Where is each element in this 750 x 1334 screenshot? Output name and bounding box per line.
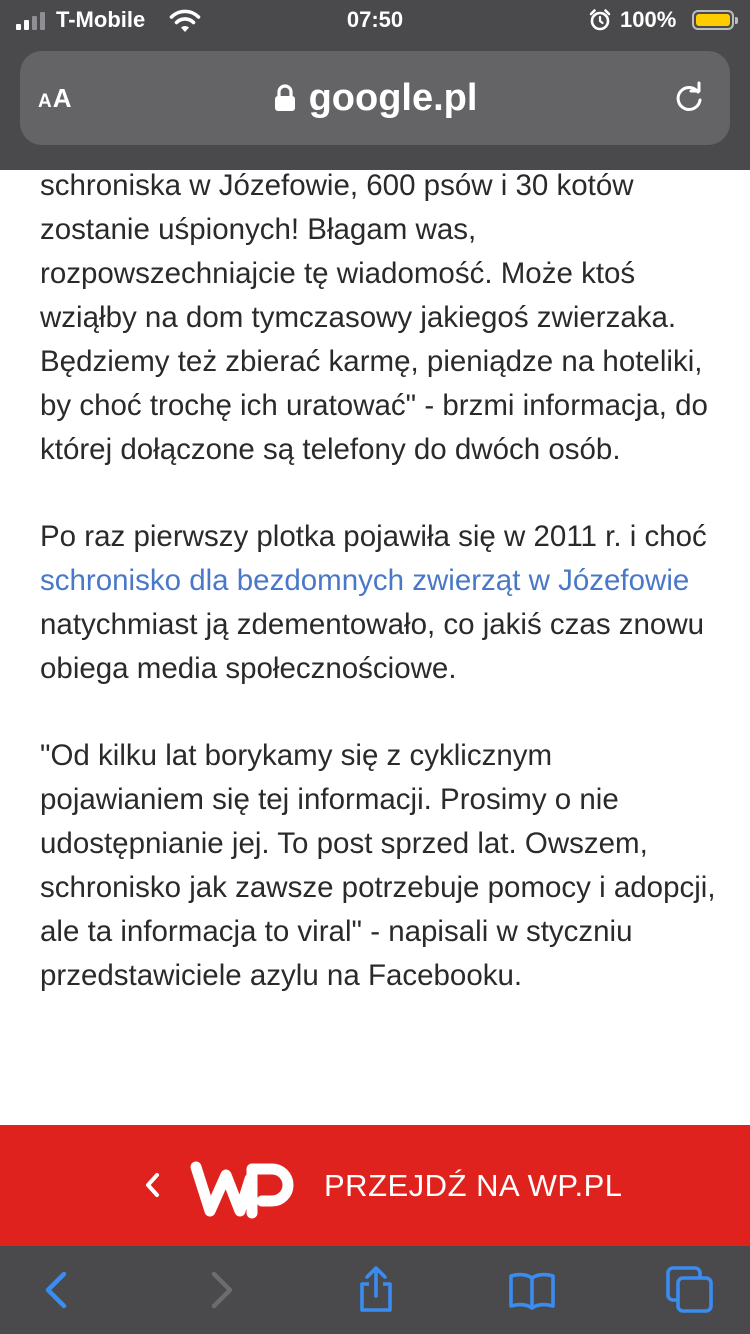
bookmarks-icon[interactable] [508,1266,556,1314]
wp-banner[interactable] [0,1125,750,1246]
wp-logo-icon [188,1155,304,1221]
lock-icon [273,84,297,112]
article-paragraph-1: schroniska w Józefowie, 600 psów i 30 kotów zostanie uśpionych! Błagam was, rozpowszechniajcie tę wiadomość. Może ktoś wziąłby na dom tymczasowy jakiegoś zwierzaka. Będziemy też zbierać karmę, pieniądze na hoteliki, by choć trochę ich uratować" - brzmi informacja, do której dołączone są telefony do dwóch osób. [40,169,708,466]
battery-percent: 100% [620,7,677,32]
battery-icon [692,10,734,30]
share-icon[interactable] [352,1266,400,1314]
article-paragraph-3: "Od kilku lat borykamy się z cyklicznym pojawianiem się tej informacji. Prosimy o nie udostępnianie jej. To post sprzed lat. Owszem, schronisko jak zawsze potrzebuje pomocy i adopcji, ale ta informacja to viral" - napisali w styczniu przedstawiciele azylu na Facebooku. [40,739,716,992]
reload-icon[interactable] [672,81,706,115]
tabs-icon[interactable] [666,1266,714,1314]
wp-banner-cta[interactable]: PRZEJDŹ NA WP.PL [324,1168,623,1203]
address-bar[interactable] [20,51,730,145]
article-body [40,164,720,1041]
text-size-button[interactable]: AA [38,83,73,113]
url-text: google.pl [308,77,478,119]
status-time: 07:50 [346,7,404,32]
alarm-icon [588,8,612,32]
url-display[interactable] [20,77,730,120]
shelter-link[interactable]: schronisko dla bezdomnych zwierząt w Józefowie [40,564,690,597]
carrier-name: T-Mobile [56,7,146,32]
forward-icon[interactable] [196,1266,244,1314]
browser-top-bar [0,0,750,170]
back-icon[interactable] [34,1266,82,1314]
chevron-left-icon[interactable] [142,1167,162,1203]
browser-toolbar [0,1246,750,1334]
article-paragraph-2: Po raz pierwszy plotka pojawiła się w 2011 r. i choć schronisko dla bezdomnych zwierząt w Józefowie natychmiast ją zdementowało, co jakiś czas znowu obiega media społecznościowe. [40,520,707,685]
status-bar [0,0,750,42]
